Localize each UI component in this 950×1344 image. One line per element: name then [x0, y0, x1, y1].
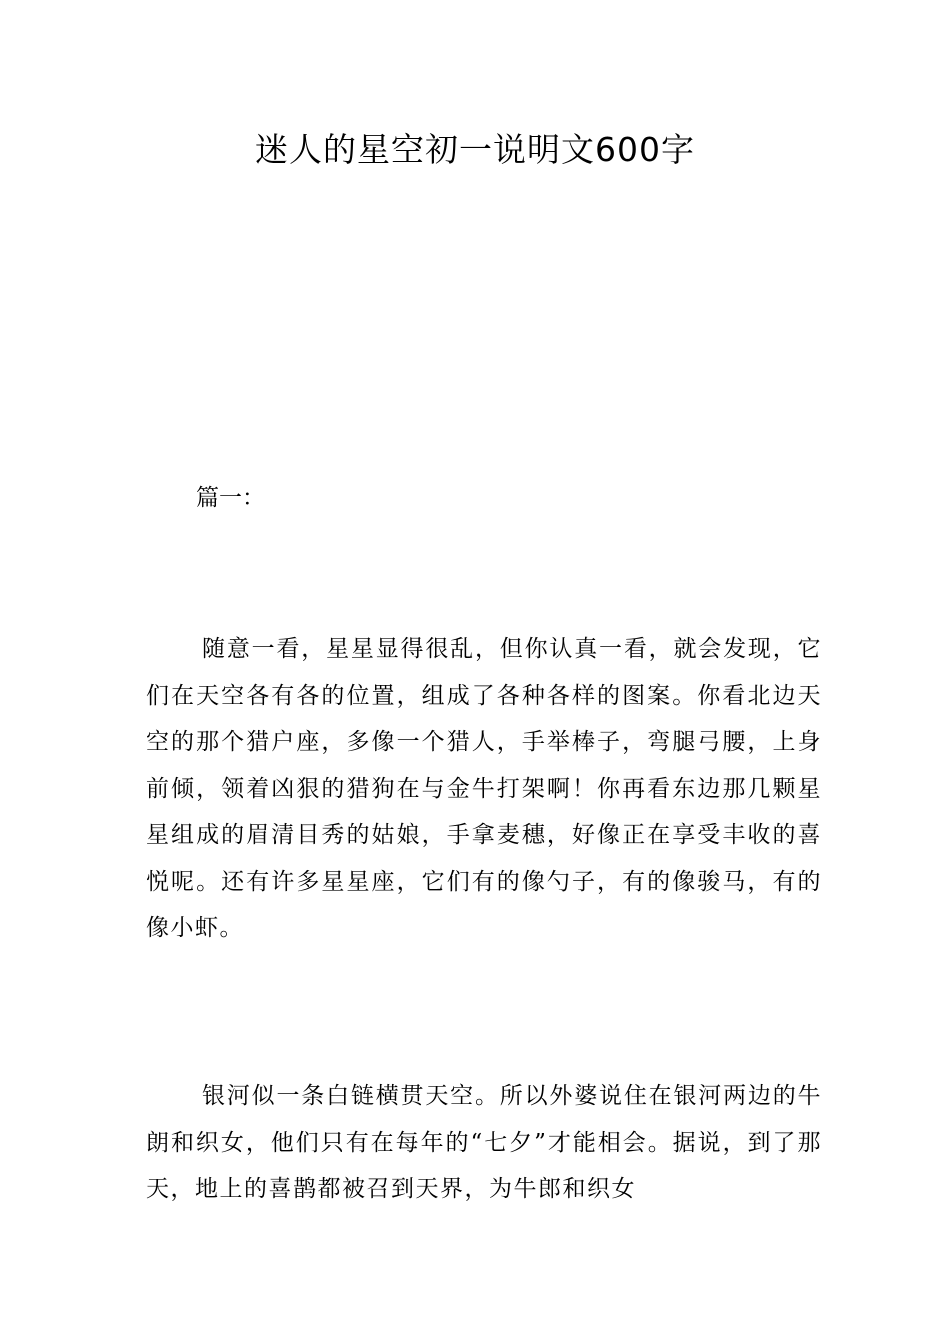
- paragraph-2: 银河似一条白链横贯天空。所以外婆说住在银河两边的牛朗和织女，他们只有在每年的“七夕”才能相会。据说，到了那天，地上的喜鹊都被召到天界，为牛郎和织女: [146, 1083, 822, 1202]
- document-title: 迷人的星空初一说明文600字: [255, 130, 695, 169]
- section-heading: 篇一：: [196, 485, 265, 511]
- paragraph-1: 随意一看，星星显得很乱，但你认真一看，就会发现，它们在天空各有各的位置，组成了各种各样的图案。你看北边天空的那个猎户座，多像一个猎人，手举棒子，弯腿弓腰，上身前倾，领着凶狠的猎狗在与金牛打架啊！你再看东边那几颗星星组成的眉清目秀的姑娘，手拿麦穗，好像正在享受丰收的喜悦呢。还有许多星星座，它们有的像勺子，有的像骏马，有的像小虾。: [146, 636, 822, 941]
